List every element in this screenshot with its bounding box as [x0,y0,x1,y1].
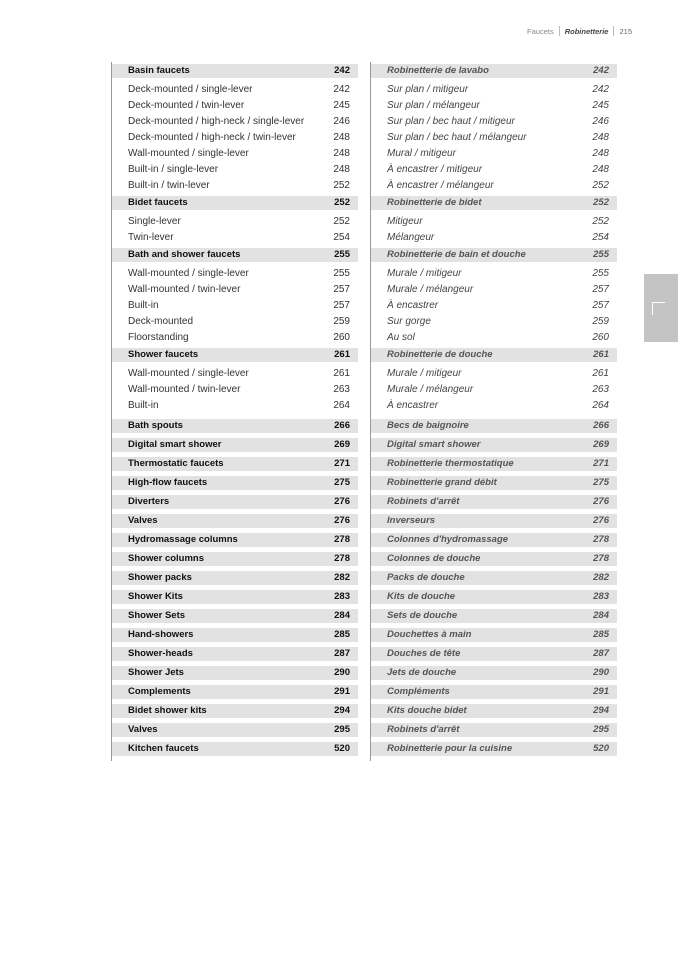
entry-page: 263 [333,384,350,395]
index-group [112,348,358,414]
index-entry[interactable] [371,82,617,98]
index-group [371,628,617,642]
entry-page: 252 [333,216,350,227]
section-heading[interactable] [112,514,358,528]
entry-page: 259 [333,316,350,327]
index-entry[interactable] [112,178,358,194]
section-heading[interactable] [112,647,358,661]
section-page: 275 [334,477,350,488]
entry-label: Mural / mitigeur [387,148,456,159]
section-title: Douches de tête [387,648,461,659]
index-group [371,704,617,718]
entry-label: Wall-mounted / twin-lever [128,384,241,395]
entry-label: Deck-mounted [128,316,194,327]
section-heading[interactable] [371,419,617,433]
index-group [112,552,358,566]
entry-label: Wall-mounted / single-lever [128,148,249,159]
index-entry[interactable] [112,398,358,414]
chapter-tab[interactable] [644,274,678,342]
entry-page: 248 [592,132,609,143]
section-heading[interactable] [112,666,358,680]
section-page: 266 [334,420,350,431]
section-page: 287 [593,648,609,659]
index-group [112,590,358,604]
entry-page: 261 [333,368,350,379]
section-heading[interactable] [112,248,358,262]
index-group [112,666,358,680]
entry-label: Murale / mitigeur [387,268,462,279]
index-entry[interactable] [371,146,617,162]
section-title: Bath and shower faucets [128,249,241,260]
entry-page: 248 [333,148,350,159]
section-heading[interactable] [371,590,617,604]
section-title: Shower Kits [128,591,183,602]
index-group [112,685,358,699]
index-group [371,248,617,346]
section-title: Hand-showers [128,629,194,640]
entry-page: 242 [333,84,350,95]
section-title: Digital smart shower [128,439,222,450]
index-entry[interactable] [112,230,358,246]
section-page: 266 [593,420,609,431]
entry-label: Murale / mélangeur [387,384,474,395]
entry-page: 248 [333,164,350,175]
entry-page: 248 [333,132,350,143]
section-page: 271 [334,458,350,469]
index-group [112,742,358,756]
entry-label: Wall-mounted / single-lever [128,268,249,279]
section-title: Robinetterie de douche [387,349,493,360]
section-title: Packs de douche [387,572,465,583]
entry-label: Single-lever [128,216,181,227]
section-title: Hydromassage columns [128,534,238,545]
section-title: Inverseurs [387,515,436,526]
index-entry[interactable] [112,146,358,162]
index-group [371,419,617,433]
section-page: 290 [593,667,609,678]
index-entry[interactable] [371,114,617,130]
section-heading[interactable] [112,64,358,78]
entry-page: 252 [592,216,609,227]
section-heading[interactable] [112,742,358,756]
entry-label: Sur plan / bec haut / mitigeur [387,116,515,127]
section-title: Shower-heads [128,648,193,659]
section-page: 520 [593,743,609,754]
section-heading[interactable] [371,704,617,718]
section-title: Thermostatic faucets [128,458,224,469]
index-group [112,495,358,509]
index-group [371,571,617,585]
index-group [371,348,617,414]
entry-page: 263 [592,384,609,395]
section-heading[interactable] [112,533,358,547]
section-heading[interactable] [371,476,617,490]
index-entry[interactable] [112,162,358,178]
section-page: 294 [334,705,350,716]
section-heading[interactable] [112,495,358,509]
entry-page: 255 [592,268,609,279]
entry-page: 248 [592,164,609,175]
entry-label: Sur plan / mitigeur [387,84,469,95]
index-group [112,419,358,433]
header-section-en: Faucets [527,26,554,36]
section-heading[interactable] [112,590,358,604]
index-entry[interactable] [371,282,617,298]
index-entry[interactable] [112,130,358,146]
entry-label: À encastrer / mitigeur [387,164,483,175]
index-entry[interactable] [112,330,358,346]
entry-page: 264 [333,400,350,411]
section-title: Robinetterie de lavabo [387,65,489,76]
section-title: High-flow faucets [128,477,208,488]
entry-page: 254 [592,232,609,243]
section-title: Jets de douche [387,667,457,678]
index-group [371,647,617,661]
section-heading[interactable] [371,348,617,362]
entry-page: 257 [333,300,350,311]
section-page: 284 [593,610,609,621]
header-divider [559,26,560,36]
section-heading[interactable] [371,571,617,585]
entry-page: 255 [333,268,350,279]
index-group [371,196,617,246]
section-title: Digital smart shower [387,439,481,450]
header-section-fr: Robinetterie [564,26,609,36]
section-page: 269 [334,439,350,450]
section-title: Robinets d'arrêt [387,496,460,507]
section-heading[interactable] [371,514,617,528]
entry-page: 257 [592,284,609,295]
index-entry[interactable] [371,298,617,314]
section-title: Shower Jets [128,667,184,678]
section-heading[interactable] [112,457,358,471]
section-page: 252 [593,197,609,208]
entry-label: À encastrer [387,400,439,411]
section-heading[interactable] [371,609,617,623]
entry-page: 259 [592,316,609,327]
entry-page: 254 [333,232,350,243]
section-page: 291 [593,686,609,697]
section-page: 278 [334,534,350,545]
section-heading[interactable] [371,552,617,566]
index-group [371,723,617,737]
section-title: Robinetterie de bidet [387,197,482,208]
section-title: Shower faucets [128,349,199,360]
section-title: Compléments [387,686,450,697]
section-heading[interactable] [371,685,617,699]
index-group [371,457,617,471]
entry-label: Built-in [128,400,159,411]
section-page: 287 [334,648,350,659]
entry-label: Au sol [387,332,415,343]
page-number: 215 [619,26,632,36]
index-group [112,64,358,194]
section-heading[interactable] [112,628,358,642]
section-page: 285 [593,629,609,640]
section-page: 285 [334,629,350,640]
section-title: Becs de baignoire [387,420,469,431]
entry-label: Deck-mounted / single-lever [128,84,253,95]
section-page: 276 [593,496,609,507]
section-title: Complements [128,686,191,697]
section-title: Valves [128,515,158,526]
section-title: Robinets d'arrêt [387,724,460,735]
section-page: 290 [334,667,350,678]
running-header [527,26,632,36]
section-page: 252 [334,197,350,208]
faucet-icon [652,302,665,315]
entry-page: 246 [333,116,350,127]
entry-label: Murale / mélangeur [387,284,474,295]
index-group [371,514,617,528]
entry-label: Wall-mounted / single-lever [128,368,249,379]
section-page: 284 [334,610,350,621]
section-title: Colonnes d'hydromassage [387,534,509,545]
section-page: 283 [334,591,350,602]
entry-page: 261 [592,368,609,379]
index-group [112,704,358,718]
index-group [112,196,358,246]
entry-page: 242 [592,84,609,95]
index-entry[interactable] [112,114,358,130]
index-group [112,457,358,471]
index-entry[interactable] [371,130,617,146]
index-group [371,533,617,547]
entry-label: Deck-mounted / high-neck / twin-lever [128,132,296,143]
index-group [112,628,358,642]
index-entry[interactable] [112,266,358,282]
index-group [371,495,617,509]
index-entry[interactable] [112,282,358,298]
section-title: Kits de douche [387,591,456,602]
section-title: Robinetterie pour la cuisine [387,743,513,754]
section-page: 278 [334,553,350,564]
section-page: 295 [593,724,609,735]
index-entry[interactable] [371,398,617,414]
index-group [112,647,358,661]
section-heading[interactable] [371,438,617,452]
index-entry[interactable] [371,366,617,382]
entry-label: Sur gorge [387,316,431,327]
section-page: 295 [334,724,350,735]
index-group [112,723,358,737]
section-heading[interactable] [371,533,617,547]
section-title: Bidet faucets [128,197,188,208]
section-heading[interactable] [112,348,358,362]
index-group [371,438,617,452]
english-index [111,62,358,761]
french-index [370,62,617,761]
index-group [112,571,358,585]
index-entry[interactable] [371,214,617,230]
section-heading[interactable] [371,248,617,262]
index-group [112,438,358,452]
section-page: 271 [593,458,609,469]
index-group [112,514,358,528]
section-page: 276 [593,515,609,526]
section-heading[interactable] [112,419,358,433]
section-page: 282 [334,572,350,583]
index-entry[interactable] [112,98,358,114]
index-group [371,685,617,699]
index-group [371,552,617,566]
entry-label: Mélangeur [387,232,435,243]
index-entry[interactable] [371,382,617,398]
section-heading[interactable] [371,723,617,737]
section-heading[interactable] [112,609,358,623]
section-heading[interactable] [371,64,617,78]
section-page: 276 [334,515,350,526]
entry-label: Sur plan / mélangeur [387,100,480,111]
section-title: Basin faucets [128,65,190,76]
section-title: Kitchen faucets [128,743,199,754]
section-title: Kits douche bidet [387,705,467,716]
entry-page: 245 [333,100,350,111]
index-group [371,609,617,623]
section-title: Bath spouts [128,420,183,431]
section-heading[interactable] [112,685,358,699]
index-entry[interactable] [371,330,617,346]
entry-page: 260 [592,332,609,343]
entry-label: Murale / mitigeur [387,368,462,379]
section-page: 255 [334,249,350,260]
section-page: 269 [593,439,609,450]
entry-label: À encastrer / mélangeur [387,180,494,191]
section-heading[interactable] [112,196,358,210]
section-page: 282 [593,572,609,583]
index-group [112,533,358,547]
entry-label: Floorstanding [128,332,189,343]
index-entry[interactable] [371,314,617,330]
section-heading[interactable] [371,666,617,680]
section-title: Colonnes de douche [387,553,481,564]
entry-label: Twin-lever [128,232,174,243]
entry-page: 257 [333,284,350,295]
section-page: 283 [593,591,609,602]
section-title: Valves [128,724,158,735]
section-page: 255 [593,249,609,260]
index-entry[interactable] [371,266,617,282]
section-page: 242 [593,65,609,76]
index-group [112,609,358,623]
section-heading[interactable] [112,723,358,737]
section-page: 275 [593,477,609,488]
index-group [371,590,617,604]
entry-page: 252 [333,180,350,191]
index-entry[interactable] [371,178,617,194]
section-title: Robinetterie de bain et douche [387,249,526,260]
entry-page: 245 [592,100,609,111]
index-group [112,476,358,490]
section-page: 294 [593,705,609,716]
section-page: 242 [334,65,350,76]
section-page: 278 [593,553,609,564]
section-heading[interactable] [371,495,617,509]
entry-label: Deck-mounted / twin-lever [128,100,245,111]
section-page: 261 [593,349,609,360]
entry-page: 260 [333,332,350,343]
section-title: Robinetterie thermostatique [387,458,514,469]
section-page: 276 [334,496,350,507]
section-title: Shower columns [128,553,205,564]
entry-page: 252 [592,180,609,191]
index-entry[interactable] [112,366,358,382]
index-group [371,476,617,490]
entry-label: Built-in / twin-lever [128,180,210,191]
section-heading[interactable] [112,476,358,490]
entry-page: 264 [592,400,609,411]
index-group [371,64,617,194]
entry-label: À encastrer [387,300,439,311]
section-heading[interactable] [371,628,617,642]
section-heading[interactable] [112,571,358,585]
section-title: Bidet shower kits [128,705,207,716]
section-title: Diverters [128,496,170,507]
entry-label: Built-in / single-lever [128,164,219,175]
entry-label: Deck-mounted / high-neck / single-lever [128,116,305,127]
section-heading[interactable] [112,438,358,452]
index-entry[interactable] [112,214,358,230]
section-page: 261 [334,349,350,360]
entry-page: 246 [592,116,609,127]
index-group [371,666,617,680]
index-group [371,742,617,756]
entry-page: 248 [592,148,609,159]
entry-label: Wall-mounted / twin-lever [128,284,241,295]
entry-label: Mitigeur [387,216,423,227]
index-entry[interactable] [371,98,617,114]
section-page: 278 [593,534,609,545]
entry-label: Sur plan / bec haut / mélangeur [387,132,527,143]
section-title: Douchettes à main [387,629,472,640]
header-divider [613,26,614,36]
index-group [112,248,358,346]
entry-page: 257 [592,300,609,311]
section-heading[interactable] [371,196,617,210]
section-heading[interactable] [371,742,617,756]
section-title: Shower Sets [128,610,186,621]
section-heading[interactable] [371,647,617,661]
index-entry[interactable] [112,298,358,314]
index-entry[interactable] [371,162,617,178]
index-entry[interactable] [112,82,358,98]
section-title: Robinetterie grand débit [387,477,497,488]
section-page: 520 [334,743,350,754]
section-heading[interactable] [371,457,617,471]
section-title: Sets de douche [387,610,458,621]
section-title: Shower packs [128,572,192,583]
index-entry[interactable] [112,382,358,398]
index-entry[interactable] [371,230,617,246]
section-heading[interactable] [112,552,358,566]
index-entry[interactable] [112,314,358,330]
section-heading[interactable] [112,704,358,718]
section-page: 291 [334,686,350,697]
entry-label: Built-in [128,300,159,311]
